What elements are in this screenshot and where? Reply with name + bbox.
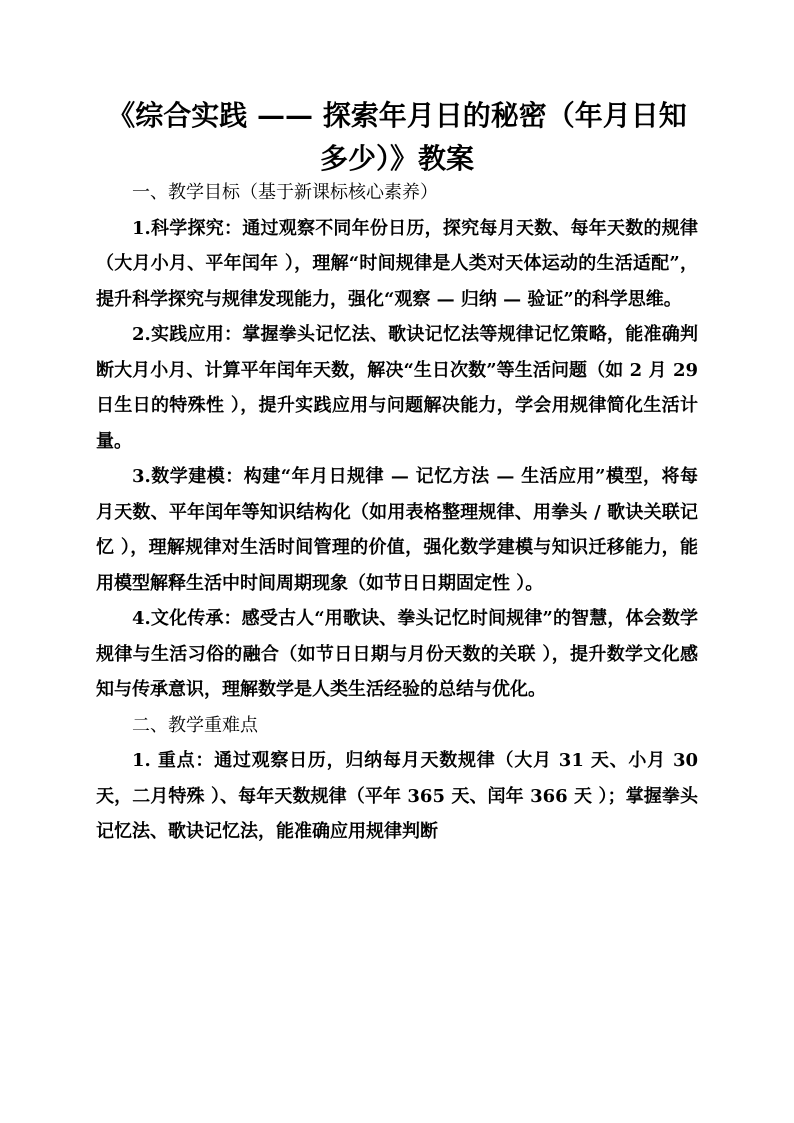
objective-practical-application: 2.实践应用：掌握拳头记忆法、歌诀记忆法等规律记忆策略，能准确判断大月小月、计算平年闰年天数，解决“生日次数”等生活问题（如 2 月 29 日生日的特殊性 ），提升实践应用与问题解决能力，学会用规律简化生活计量。 (96, 324, 698, 452)
section-heading-objectives: 一、教学目标（基于新课标核心素养） (132, 182, 438, 203)
document-body (96, 175, 698, 850)
section-heading-key-points: 二、教学重难点 (132, 714, 258, 736)
document-title: 《综合实践 —— 探索年月日的秘密（年月日知多少）》教案 (107, 99, 687, 175)
objective-cultural-heritage: 4.文化传承：感受古人“用歌诀、拳头记忆时间规律”的智慧，体会数学规律与生活习俗的融合（如节日日期与月份天数的关联 ），提升数学文化感知与传承意识，理解数学是人类生活经验的总结与优化。 (96, 608, 698, 700)
key-point-paragraph: 1. 重点：通过观察日历，归纳每月天数规律（大月 31 天、小月 30 天，二月特殊 ）、每年天数规律（平年 365 天、闰年 366 天 ）；掌握拳头记忆法、歌诀记忆法，能准确应用规律判断 (96, 750, 698, 842)
objective-scientific-inquiry: 1.科学探究：通过观察不同年份日历，探究每月天数、每年天数的规律（大月小月、平年闰年 ），理解“时间规律是人类对天体运动的生活适配”，提升科学探究与规律发现能力，强化“观察 — 归纳 — 验证”的科学思维。 (96, 217, 698, 310)
objective-mathematical-modeling: 3.数学建模：构建“年月日规律 — 记忆方法 — 生活应用”模型，将每月天数、平年闰年等知识结构化（如用表格整理规律、用拳头 / 歌诀关联记忆 ），理解规律对生活时间管理的价值，强化数学建模与知识迁移能力，能用模型解释生活中时间周期现象（如节日日期固定性 ）。 (96, 466, 698, 594)
